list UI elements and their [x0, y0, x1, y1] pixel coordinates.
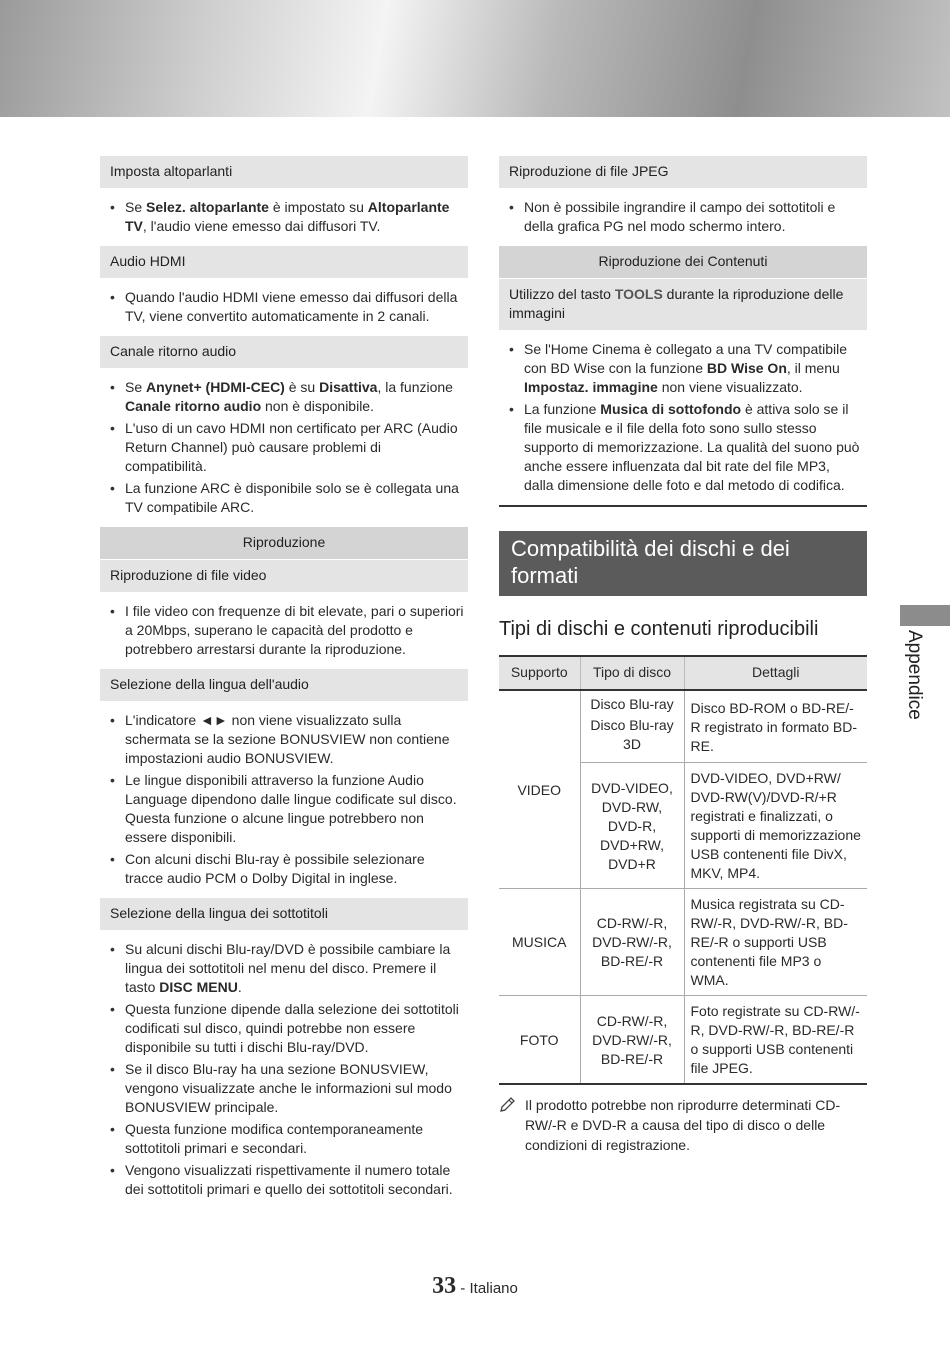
cell-support-musica: MUSICA — [499, 889, 580, 996]
list-item: • L'uso di un cavo HDMI non certificato per ARC (Audio Return Channel) può causare problemi di compatibilità. — [100, 419, 468, 476]
list-item: • Questa funzione dipende dalla selezione dei sottotitoli codificati sul disco, quindi potrebbe non essere disponibile su tutti i dischi Blu-ray/DVD. — [100, 1000, 468, 1057]
subsection-title: Tipi di dischi e contenuti riproducibili — [499, 618, 819, 640]
disc-types-table — [499, 655, 867, 1085]
cell-support-video: VIDEO — [517, 781, 562, 798]
list-riproduzione-jpeg — [499, 198, 867, 236]
cell-type-foto: CD-RW/-R, DVD-RW/-R, BD-RE/-R — [580, 996, 684, 1085]
heading-riproduzione-file-video: Riproduzione di file video — [100, 559, 468, 592]
heading-lingua-sottotitoli: Selezione della lingua dei sottotitoli — [100, 898, 468, 930]
header-dettagli: Dettagli — [684, 656, 867, 690]
list-item: • Vengono visualizzati rispettivamente il numero totale dei sottotitoli primari e quello dei sottotitoli secondari. — [100, 1161, 468, 1199]
right-column — [499, 156, 867, 1155]
list-lingua-sottotitoli — [100, 940, 468, 1199]
header-tipo-disco: Tipo di disco — [580, 656, 684, 690]
list-item: • Questa funzione modifica contemporaneamente sottotitoli primari e secondari. — [100, 1120, 468, 1158]
heading-audio-hdmi: Audio HDMI — [100, 246, 468, 278]
list-item: • Se Selez. altoparlante è impostato su Altoparlante TV, l'audio viene emesso dai diffusori TV. — [100, 198, 468, 236]
list-item: • Le lingue disponibili attraverso la funzione Audio Language dipendono dalle lingue codificate sul disco. Questa funzione o alcune lingue potrebbero non essere disponibili. — [100, 771, 468, 847]
cell-details-bluray: Disco BD-ROM o BD-RE/-R registrato in formato BD-RE. — [684, 690, 867, 763]
cell-type-musica: CD-RW/-R, DVD-RW/-R, BD-RE/-R — [580, 889, 684, 996]
cell-details-musica: Musica registrata su CD-RW/-R, DVD-RW/-R, BD-RE/-R o supporti USB contenenti file MP3 o WMA. — [684, 889, 867, 996]
cell-details-dvd: DVD-VIDEO, DVD+RW/ DVD-RW(V)/DVD-R/+R registrati e finalizzati, o supporti di memorizzazione USB contenenti file DivX, MKV, MP4. — [684, 763, 867, 889]
list-item: • Con alcuni dischi Blu-ray è possibile selezionare tracce audio PCM o Dolby Digital in inglese. — [100, 850, 468, 888]
cell-details-foto: Foto registrate su CD-RW/-R, DVD-RW/-R, BD-RE/-R o supporti USB contenenti file JPEG. — [684, 996, 867, 1085]
list-item: • Se l'Home Cinema è collegato a una TV compatibile con BD Wise con la funzione BD Wise On, il menu Impostaz. immagine non viene visualizzato. — [499, 340, 867, 397]
list-lingua-audio — [100, 711, 468, 888]
cell-type-bluray: Disco Blu-ray Disco Blu-ray 3D — [580, 690, 684, 763]
left-column — [100, 156, 468, 1209]
heading-lingua-audio: Selezione della lingua dell'audio — [100, 669, 468, 701]
footer-language: Italiano — [469, 1280, 518, 1297]
list-item: • Se il disco Blu-ray ha una sezione BONUSVIEW, vengono visualizzate anche le informazioni sul modo BONUSVIEW principale. — [100, 1060, 468, 1117]
pencil-note-icon — [499, 1096, 517, 1114]
list-item: • Non è possibile ingrandire il campo dei sottotitoli e della grafica PG nel modo schermo intero. — [499, 198, 867, 236]
list-audio-hdmi — [100, 288, 468, 326]
header-gradient-band — [0, 0, 950, 117]
heading-riproduzione-contenuti: Riproduzione dei Contenuti — [499, 246, 867, 278]
table-row — [499, 690, 867, 763]
heading-tasto-tools: Utilizzo del tasto TOOLS durante la riproduzione delle immagini — [499, 278, 867, 330]
list-item: • I file video con frequenze di bit elevate, pari o superiori a 20Mbps, superano le capacità del prodotto e potrebbero arrestarsi durante la riproduzione. — [100, 602, 468, 659]
page-number: 33 — [432, 1273, 457, 1299]
note — [499, 1095, 867, 1155]
appendix-tab-marker — [900, 605, 950, 626]
list-item: • La funzione ARC è disponibile solo se è collegata una TV compatibile ARC. — [100, 479, 468, 517]
list-item: • La funzione Musica di sottofondo è attiva solo se il file musicale e il file della foto sono sullo stesso supporto di memorizzazione. La qualità del suono può anche essere influenzata dal bit rate del file MP3, dalla dimensione delle foto e dal metodo di codifica. — [499, 400, 867, 495]
list-imposta-altoparlanti — [100, 198, 468, 236]
footer-separator: - — [456, 1280, 470, 1297]
heading-canale-ritorno-audio: Canale ritorno audio — [100, 336, 468, 368]
heading-imposta-altoparlanti: Imposta altoparlanti — [100, 156, 468, 188]
page-footer — [0, 1273, 950, 1299]
list-item: • Quando l'audio HDMI viene emesso dai diffusori della TV, viene convertito automaticamente in 2 canali. — [100, 288, 468, 326]
table-row — [499, 889, 867, 996]
section-divider — [499, 505, 867, 507]
cell-support-foto: FOTO — [499, 996, 580, 1085]
cell-type-dvd: DVD-VIDEO, DVD-RW, DVD-R, DVD+RW, DVD+R — [580, 763, 684, 889]
list-riproduzione-contenuti — [499, 340, 867, 495]
list-item: • Se Anynet+ (HDMI-CEC) è su Disattiva, la funzione Canale ritorno audio non è disponibile. — [100, 378, 468, 416]
heading-riproduzione-jpeg: Riproduzione di file JPEG — [499, 156, 867, 188]
table-header-row — [499, 656, 867, 690]
header-supporto: Supporto — [499, 656, 580, 690]
list-canale-ritorno-audio — [100, 378, 468, 517]
note-text: Il prodotto potrebbe non riprodurre determinati CD-RW/-R e DVD-R a causa del tipo di disco o delle condizioni di registrazione. — [525, 1097, 841, 1153]
list-item: • Su alcuni dischi Blu-ray/DVD è possibile cambiare la lingua dei sottotitoli nel menu del disco. Premere il tasto DISC MENU. — [100, 940, 468, 997]
appendix-side-label: Appendice — [904, 630, 925, 720]
list-riproduzione-file-video — [100, 602, 468, 659]
section-title: Compatibilità dei dischi e dei formati — [499, 531, 867, 596]
list-item: • L'indicatore ◄► non viene visualizzato sulla schermata se la sezione BONUSVIEW non contiene impostazioni audio BONUSVIEW. — [100, 711, 468, 768]
table-row — [499, 996, 867, 1085]
heading-riproduzione: Riproduzione — [100, 527, 468, 559]
